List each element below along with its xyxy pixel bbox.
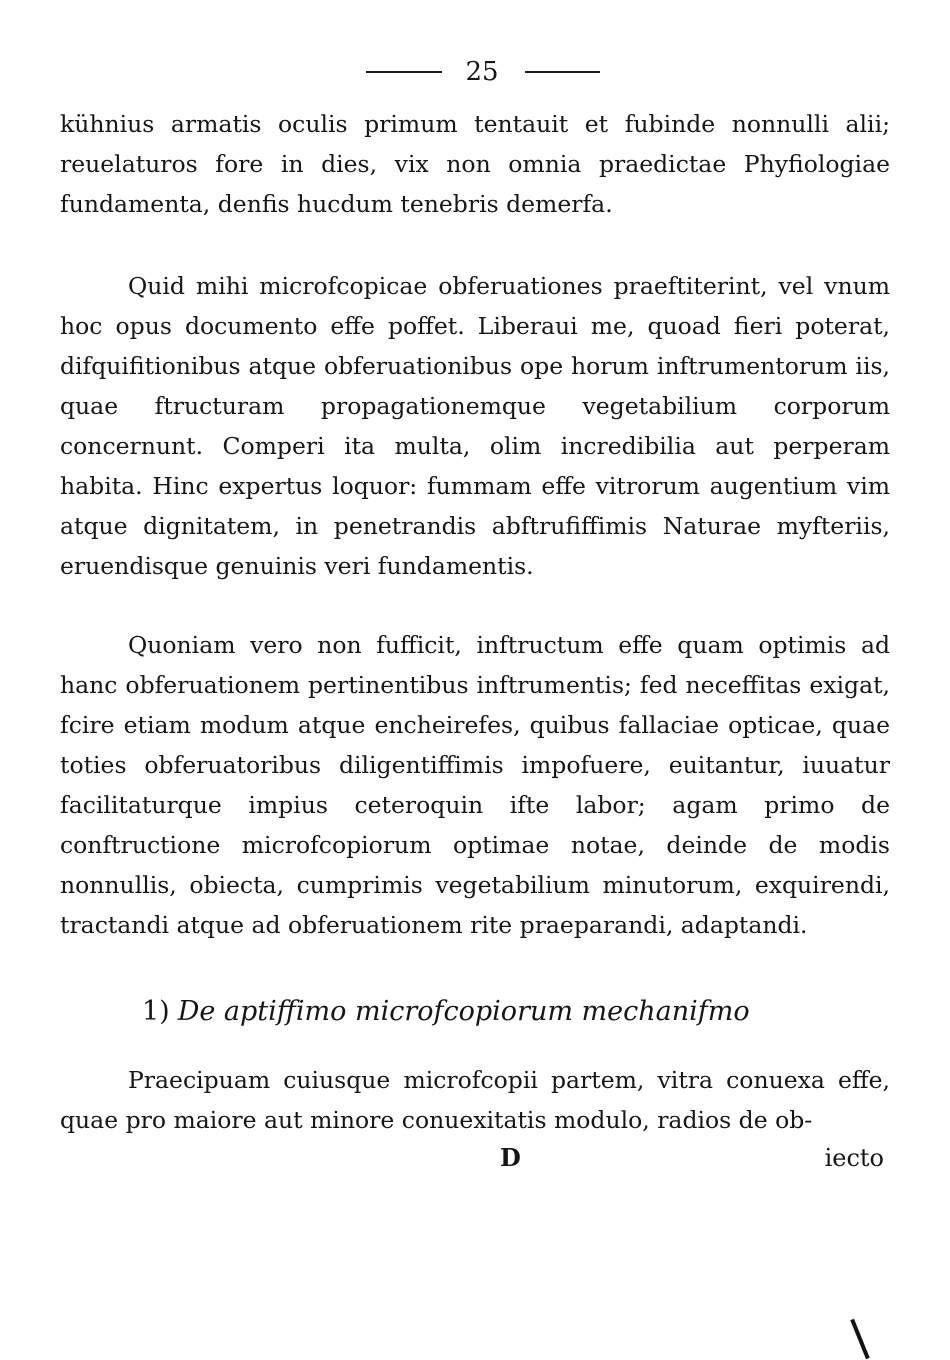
page-header: [0, 52, 950, 92]
margin-mark: [850, 1319, 869, 1359]
section-heading: [142, 990, 842, 1034]
page-number: 25: [465, 57, 499, 87]
page-footer: [0, 1138, 950, 1178]
section-paragraph: Praecipuam cuiusque microfcopii partem, vitra conuexa effe, quae pro maiore aut minore conuexitatis modulo, radios de ob-: [60, 1066, 890, 1134]
header-rule-right: [525, 71, 600, 73]
section-title: De aptiffimo microfcopiorum mechanifmo: [177, 996, 750, 1027]
paragraph-1: kühnius armatis oculis primum tentauit et fubinde nonnulli alii; reuelaturos fore in dies, vix non omnia praedictae Phyfiologiae fundamenta, denfis hucdum tenebris demerfa.: [60, 110, 890, 218]
catchword: iecto: [824, 1144, 884, 1172]
section-number: 1): [142, 996, 170, 1027]
paragraph-3: Quoniam vero non fufficit, inftructum effe quam optimis ad hanc obferuationem pertinentibus inftrumentis; fed neceffitas exigat, fcire etiam modum atque encheirefes, quibus fallaciae opticae, quae toties obferuatoribus diligentiffimis impofuere, euitantur, iuuatur facilitaturque impius ceteroquin ifte labor; agam primo de conftructione microfcopiorum optimae notae, deinde de modis nonnullis, obiecta, cumprimis vegetabilium minutorum, exquirendi, tractandi atque ad obferuationem rite praeparandi, adaptandi.: [60, 631, 890, 939]
signature-mark: D: [500, 1143, 521, 1172]
header-rule-left: [366, 71, 442, 73]
paragraph-2: Quid mihi microfcopicae obferuationes praeftiterint, vel vnum hoc opus documento effe poffet. Liberaui me, quoad fieri poterat, difquifitionibus atque obferuationibus ope horum inftrumentorum iis, quae ftructuram propagationemque vegetabilium corporum concernunt. Comperi ita multa, olim incredibilia aut perperam habita. Hinc expertus loquor: fummam effe vitrorum augentium vim atque dignitatem, in penetrandis abftrufiffimis Naturae myfteriis, eruendisque genuinis veri fundamentis.: [60, 272, 890, 580]
